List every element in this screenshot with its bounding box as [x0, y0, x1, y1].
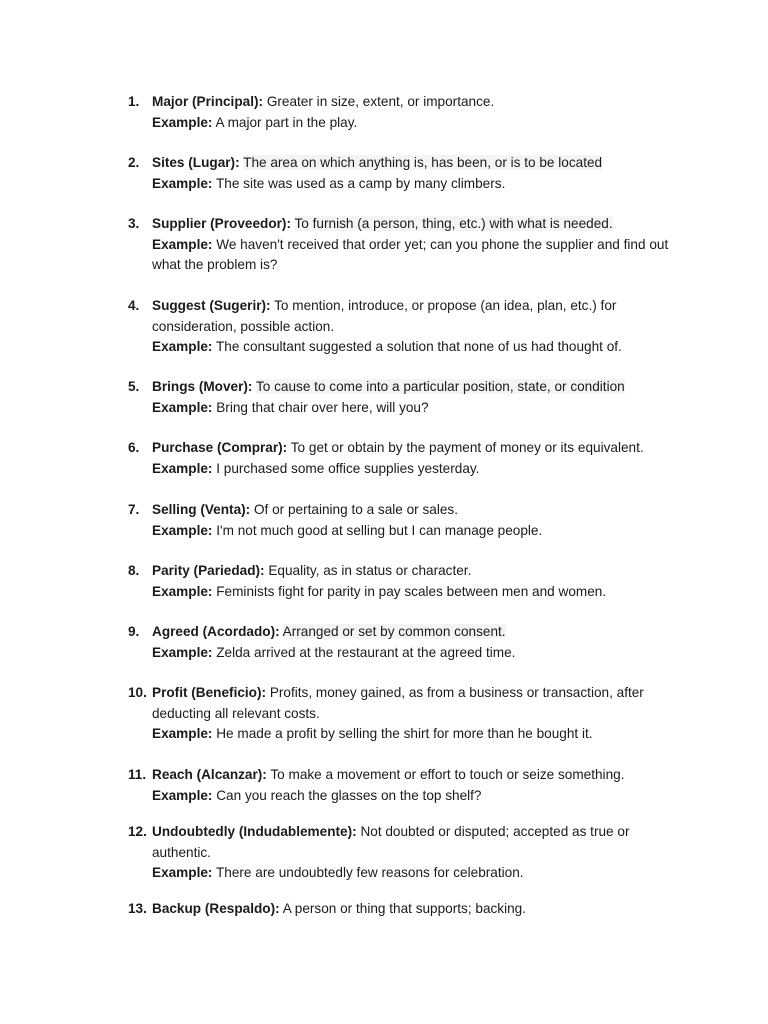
definition: Greater in size, extent, or importance. — [266, 94, 495, 109]
example-text: Zelda arrived at the restaurant at the agreed time. — [216, 644, 516, 660]
definition: To furnish (a person, thing, etc.) with what is needed. — [294, 216, 613, 231]
example-text: A major part in the play. — [215, 114, 358, 130]
term: Brings (Mover): — [152, 379, 253, 394]
item-number: 1. — [128, 94, 140, 109]
term: Purchase (Comprar): — [152, 440, 288, 455]
term: Agreed (Acordado): — [152, 624, 280, 639]
example-label: Example: — [152, 787, 213, 803]
example-label: Example: — [152, 583, 213, 599]
list-item — [128, 296, 688, 358]
list-item — [128, 765, 688, 806]
example-label: Example: — [152, 644, 213, 660]
definition: Equality, as in status or character. — [268, 563, 472, 578]
item-number: 2. — [128, 155, 140, 170]
term: Sites (Lugar): — [152, 155, 240, 170]
list-item — [128, 561, 688, 602]
term: Parity (Pariedad): — [152, 563, 265, 578]
term: Profit (Beneficio): — [152, 685, 267, 700]
list-item — [128, 622, 688, 663]
term: Reach (Alcanzar): — [152, 767, 267, 782]
item-number: 8. — [128, 563, 140, 578]
example-text: He made a profit by selling the shirt for more than he bought it. — [216, 726, 593, 741]
item-number: 4. — [128, 298, 140, 313]
example-label: Example: — [152, 339, 213, 354]
list-item — [128, 438, 688, 479]
definition: To cause to come into a particular position, state, or condition — [255, 379, 625, 394]
example-text: I purchased some office supplies yesterday. — [216, 460, 480, 476]
definition: To mention, introduce, or propose (an idea, plan, etc.) for consideration, possible action. — [152, 298, 617, 334]
example-text: Feminists fight for parity in pay scales between men and women. — [216, 583, 607, 599]
example-label: Example: — [152, 726, 213, 741]
item-number: 11. — [128, 767, 147, 782]
definition: A person or thing that supports; backing. — [282, 901, 527, 916]
list-item — [128, 214, 688, 276]
definition: The area on which anything is, has been, or is to be located — [243, 155, 603, 170]
example-text: Bring that chair over here, will you? — [216, 399, 429, 415]
term: Supplier (Proveedor): — [152, 216, 291, 231]
item-number: 12. — [128, 824, 147, 839]
item-number: 13. — [128, 901, 147, 916]
definition: Of or pertaining to a sale or sales. — [253, 502, 458, 517]
list-item — [128, 500, 688, 541]
example-label: Example: — [152, 522, 213, 538]
example-text: I'm not much good at selling but I can manage people. — [216, 522, 543, 538]
term: Suggest (Sugerir): — [152, 298, 271, 313]
list-item — [128, 153, 688, 194]
list-item — [128, 822, 688, 884]
example-text: Can you reach the glasses on the top shelf? — [216, 787, 482, 803]
item-number: 9. — [128, 624, 140, 639]
item-number: 6. — [128, 440, 140, 455]
definition: To make a movement or effort to touch or seize something. — [270, 767, 625, 782]
example-text: There are undoubtedly few reasons for celebration. — [215, 865, 524, 880]
definition: Arranged or set by common consent. — [282, 624, 506, 639]
definition: Profits, money gained, as from a business or transaction, after deducting all relevant costs. — [152, 685, 644, 721]
example-label: Example: — [152, 175, 213, 191]
list-item — [128, 683, 688, 745]
definition: Not doubted or disputed; accepted as true or authentic. — [152, 824, 630, 860]
term: Selling (Venta): — [152, 502, 251, 517]
list-item — [128, 377, 688, 418]
example-text: We haven't received that order yet; can you phone the supplier and find out what the problem is? — [152, 236, 669, 272]
term: Backup (Respaldo): — [152, 901, 280, 916]
example-text: The consultant suggested a solution that none of us had thought of. — [215, 339, 622, 354]
example-label: Example: — [152, 865, 213, 880]
item-number: 3. — [128, 216, 140, 231]
example-label: Example: — [152, 399, 213, 415]
list-item — [128, 92, 688, 133]
term: Undoubtedly (Indudablemente): — [152, 824, 357, 839]
item-number: 10. — [128, 685, 147, 700]
example-label: Example: — [152, 460, 213, 476]
definition: To get or obtain by the payment of money or its equivalent. — [290, 440, 644, 455]
example-label: Example: — [152, 114, 213, 130]
item-number: 5. — [128, 379, 140, 394]
term: Major (Principal): — [152, 94, 264, 109]
item-number: 7. — [128, 502, 140, 517]
list-item — [128, 899, 688, 920]
example-text: The site was used as a camp by many climbers. — [215, 175, 506, 191]
example-label: Example: — [152, 236, 213, 252]
